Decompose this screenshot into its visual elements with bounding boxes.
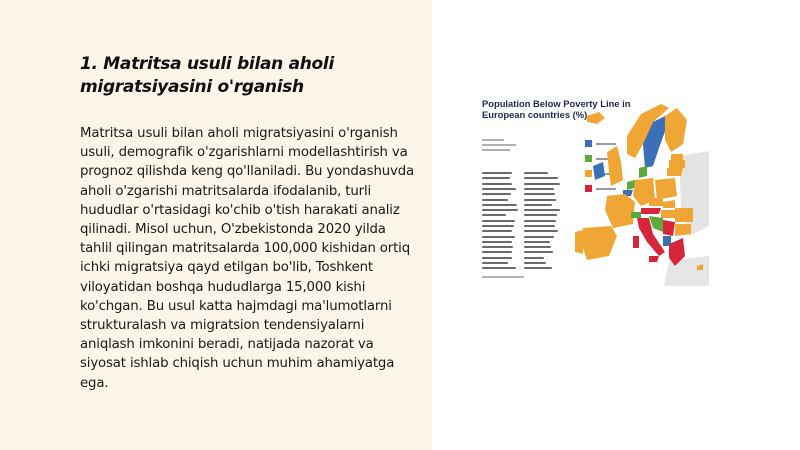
map-finland [665, 108, 687, 152]
country-list-column-2 [524, 171, 562, 271]
slide-body-text: Matritsa usuli bilan aholi migratsiyasini o'rganish usuli, demografik o'zgarishlarni modellashtirish va prognoz qilishda keng qo'llaniladi. Bu yondashuvda aholi o'zgarishi matritsalarda ifodalanib, turli hududlar o'rtasidagi ko'chib o'tish harakati analiz qilinadi. Misol uchun, O'zbekistonda 2020 yilda tahlil qilingan matritsalarda 100,000 kishidan ortiq ichki migratsiya qayd etilgan bo'lib, Toshkent viloyatidan boshqa hududlarga 15,000 kishi ko'chgan. Bu usul katta hajmdagi ma'lumotlarni strukturalash va migratsion tendensiyalarni aniqlash imkonini beradi, natijada nazorat va siyosat ishlab chiqish uchun muhim ahamiyatga ega. [80, 126, 415, 391]
map-uk [607, 146, 623, 186]
map-subtitle-lines [482, 139, 516, 153]
map-france [605, 194, 635, 228]
map-serbia [663, 220, 675, 236]
map-switzerland [631, 212, 641, 218]
map-iceland [587, 112, 605, 124]
map-sardinia [633, 236, 639, 248]
map-title: Population Below Poverty Line in European countries (%) [482, 98, 631, 120]
map-netherlands [627, 180, 635, 190]
country-list-column-1 [482, 171, 520, 271]
map-ireland [593, 162, 605, 180]
map-sicily [649, 256, 659, 262]
map-poland [655, 178, 677, 200]
map-romania [675, 208, 693, 222]
map-czechia [649, 198, 663, 206]
map-source-line [482, 276, 524, 278]
map-denmark [639, 166, 647, 178]
map-portugal [575, 230, 583, 254]
map-spain [581, 226, 617, 260]
map-estonia [671, 154, 683, 160]
map-slovakia [663, 200, 675, 208]
map-austria [641, 208, 661, 214]
map-land-grey-south [664, 256, 709, 286]
slide-title: 1. Matritsa usuli bilan aholi migratsiyasini o'rganish [80, 54, 334, 97]
map-bulgaria [675, 224, 691, 236]
map-hungary [661, 210, 675, 218]
poverty-map-figure [479, 96, 709, 286]
map-lithuania [667, 168, 683, 176]
europe-map [569, 96, 709, 286]
map-latvia [669, 160, 685, 168]
